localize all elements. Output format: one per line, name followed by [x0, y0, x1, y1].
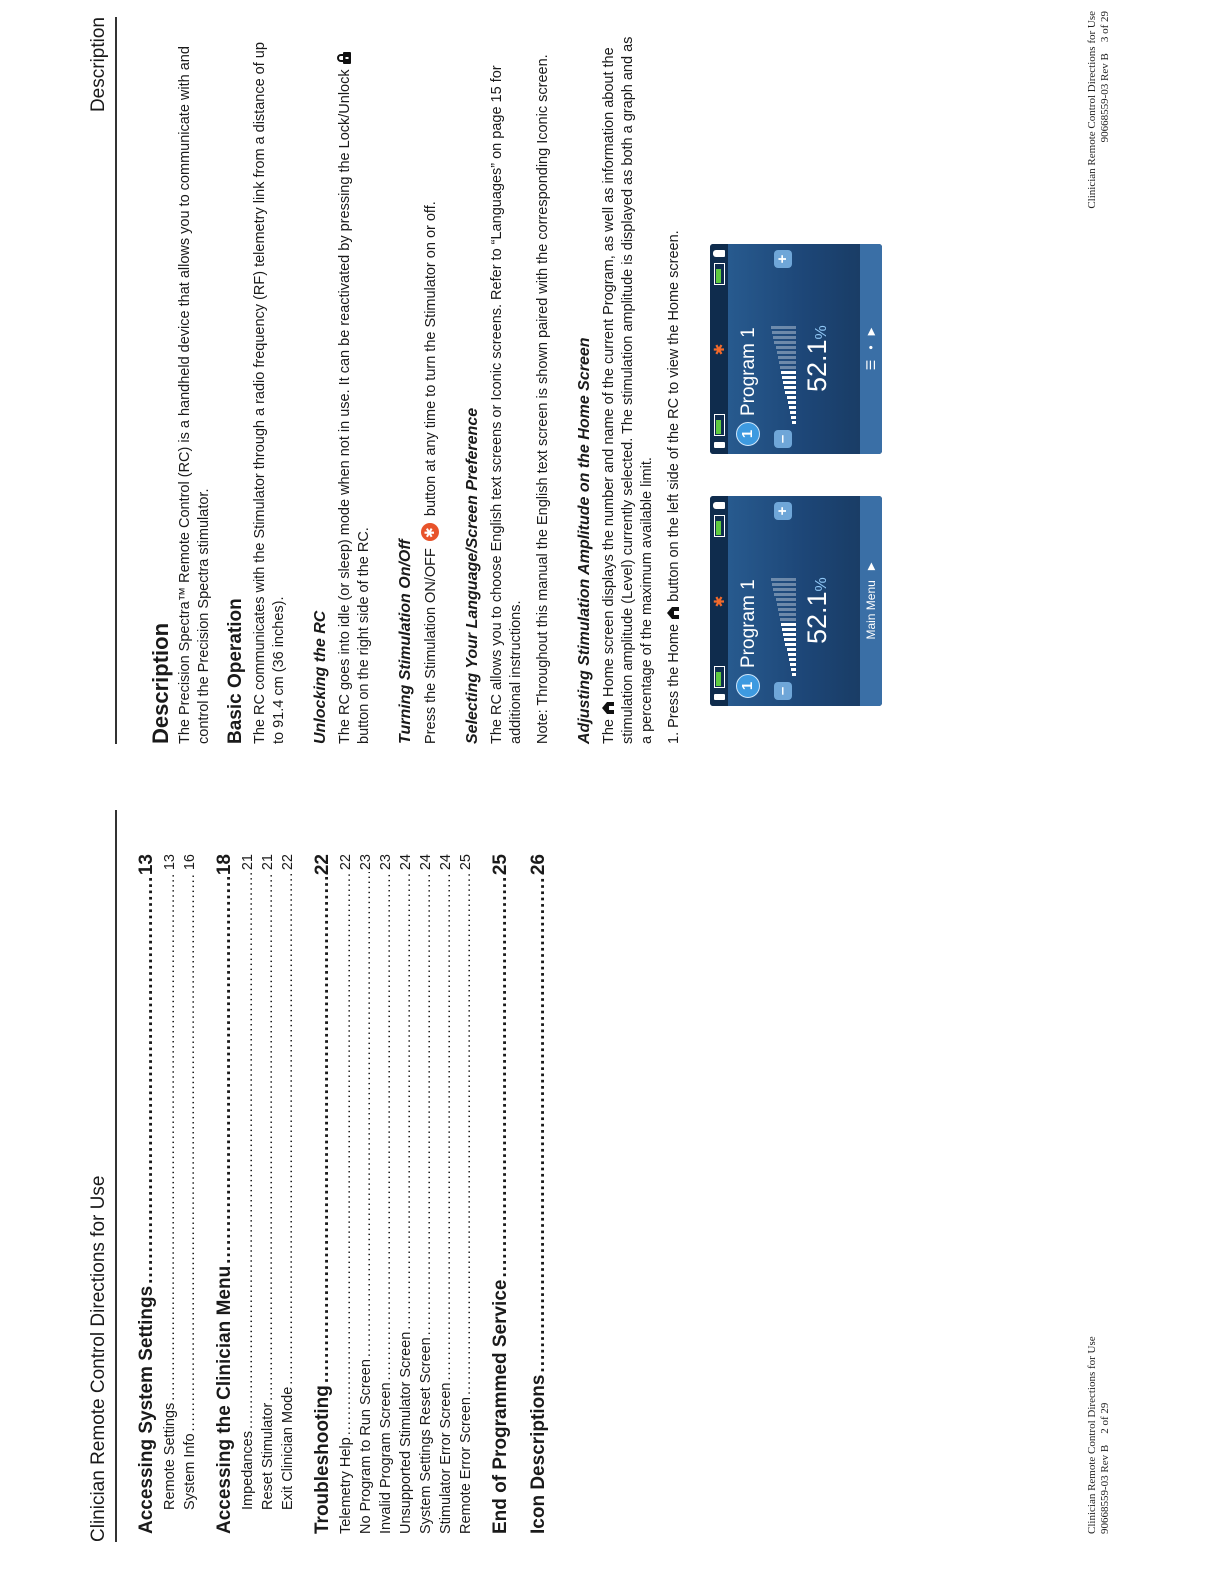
toc-entry-title: Accessing the Clinician Menu [214, 1265, 235, 1534]
program-name: Program 1 [737, 579, 759, 668]
amplitude-bar [778, 608, 796, 611]
toc-entry-title: Reset Stimulator [260, 1402, 276, 1510]
paragraph-stimulation [421, 28, 441, 744]
toc-page-number: 18 [214, 854, 235, 876]
toc-entry-title: Invalid Program Screen [378, 1382, 394, 1534]
amplitude-bar [782, 628, 796, 631]
bottom-bar [860, 244, 882, 454]
toc-entry-title: Accessing System Settings [136, 1285, 157, 1534]
toc-entry-title: Remote Error Screen [458, 1397, 474, 1534]
toc-entry-title: Stimulator Error Screen [438, 1382, 454, 1534]
percent-value: 52.1 [802, 591, 832, 644]
amplitude-bar [777, 351, 796, 354]
page-dot-icon: • [863, 345, 878, 350]
toc-page-number: 22 [280, 854, 296, 871]
subheading-language: Selecting Your Language/Screen Preference [464, 407, 481, 744]
program-indicator [736, 244, 760, 446]
amplitude-bar [790, 411, 796, 414]
toc-section [526, 854, 552, 1534]
amplitude-bar [780, 618, 796, 621]
increase-button: + [774, 502, 792, 520]
amplitude-graph [770, 274, 796, 424]
home-screen-images [710, 28, 882, 706]
right-arrow-icon: ▶ [865, 327, 877, 336]
toc-entry-title: End of Programmed Service [490, 1279, 511, 1534]
page-footer [1086, 11, 1112, 287]
toc-page-number: 24 [438, 854, 454, 871]
toc-page-number: 23 [378, 854, 394, 871]
toc-page-number: 26 [528, 854, 549, 876]
amplitude-bar [792, 421, 796, 424]
toc-entry-title: Exit Clinician Mode [280, 1386, 296, 1510]
toc-leader-dots [416, 872, 436, 1335]
toc-leader-dots [456, 872, 476, 1395]
amplitude-bar [791, 668, 796, 671]
text-span: Home screen displays the number and name of the current Program, as well as information about the stimulation amplitude (Level) currently selected. The stimulation amplitude is displayed as both a graph and as a percentage of the maximum available limit. [601, 36, 655, 744]
stimulation-icon: ✱ [711, 343, 727, 356]
amplitude-bar [787, 396, 797, 399]
footer-title: Clinician Remote Control Directions for Use [1086, 11, 1098, 209]
toc-entry-title: Telemetry Help [338, 1437, 354, 1534]
toc-page-number: 13 [162, 854, 178, 871]
toc-page-number: 25 [490, 854, 511, 876]
toc-entry-title: Unsupported Stimulator Screen [398, 1331, 414, 1534]
amplitude-bar [777, 603, 796, 606]
toc-sub-entry [180, 854, 200, 1534]
toc-leader-dots [212, 877, 238, 1264]
home-icon [666, 606, 680, 620]
toc-section [310, 854, 476, 1534]
bottom-bar [860, 496, 882, 706]
stimulation-icon: ✱ [711, 595, 727, 608]
paragraph-description: The Precision Spectra™ Remote Control (RC) is a handheld device that allows you to communicate with and control the Precision Spectra stimulator. [177, 46, 212, 744]
toc-sub-entry [336, 854, 356, 1534]
toc-sub-entry [278, 854, 298, 1534]
subheading-adjusting-amplitude: Adjusting Stimulation Amplitude on the Home Screen [576, 337, 593, 744]
paragraph-basic-operation: The RC communicates with the Stimulator through a radio frequency (RF) telemetry link from a distance of up to 91.4 cm (36 inches). [252, 42, 287, 744]
toc-entry-title: Icon Descriptions [528, 1374, 549, 1534]
amplitude-bar [771, 578, 796, 581]
page-content [145, 28, 882, 744]
amplitude-percent [802, 496, 832, 644]
toc-sub-entry [396, 854, 416, 1534]
section-heading-basic-operation: Basic Operation [225, 598, 246, 744]
toc-page-number: 24 [398, 854, 414, 871]
toc-leader-dots [278, 872, 298, 1385]
status-bar [710, 244, 728, 454]
amplitude-level [770, 250, 796, 448]
toc-section [488, 854, 514, 1534]
amplitude-bar [784, 386, 796, 389]
left-page [0, 792, 1224, 1584]
increase-button: + [774, 250, 792, 268]
footer-docnum: 90668559-03 Rev B 3 of 29 [1099, 11, 1111, 143]
page-footer [1086, 1336, 1112, 1534]
decrease-button: – [774, 430, 792, 448]
toc-main-entry [310, 854, 336, 1534]
toc-main-entry [134, 854, 160, 1534]
toc-entry-title: System Settings Reset Screen [418, 1337, 434, 1534]
toc-leader-dots [310, 877, 336, 1383]
toc-page-number: 22 [312, 854, 333, 876]
amplitude-bar [788, 401, 796, 404]
amplitude-bar [779, 361, 796, 364]
program-indicator [736, 496, 760, 698]
text-span: Press the Stimulation ON/OFF [423, 548, 439, 744]
toc-sub-entry [376, 854, 396, 1534]
remote-icon [714, 694, 725, 700]
amplitude-bar [792, 673, 796, 676]
amplitude-bar [783, 633, 796, 636]
toc-leader-dots [160, 872, 180, 1401]
toc-leader-dots [396, 872, 416, 1330]
amplitude-bar [773, 588, 796, 591]
toc-leader-dots [134, 877, 160, 1284]
step-1 [665, 28, 684, 744]
toc-leader-dots [238, 872, 258, 1429]
text-span: button on the right side of the RC. [356, 527, 372, 744]
program-number: 1 [736, 422, 760, 446]
running-header: Clinician Remote Control Directions for Use [88, 810, 117, 1542]
toc-sub-entry [416, 854, 436, 1534]
amplitude-bar [782, 376, 796, 379]
toc-page-number: 22 [338, 854, 354, 871]
subheading-unlocking: Unlocking the RC [312, 610, 329, 744]
stimulator-icon [713, 502, 725, 509]
amplitude-bar [785, 643, 796, 646]
amplitude-bar [779, 613, 796, 616]
text-span: button on the left side of the RC to view the Home screen. [666, 230, 682, 602]
toc-sub-entry [238, 854, 258, 1534]
toc-page-number: 21 [260, 854, 276, 871]
toc-entry-title: No Program to Run Screen [358, 1359, 374, 1534]
toc-main-entry [212, 854, 238, 1534]
toc-leader-dots [336, 872, 356, 1435]
amplitude-bar [774, 341, 796, 344]
amplitude-level [770, 502, 796, 700]
percent-value: 52.1 [802, 339, 832, 392]
text-span: The [601, 719, 617, 744]
amplitude-bar [773, 336, 796, 339]
amplitude-bar [781, 371, 796, 374]
home-screen-text-version [710, 496, 882, 706]
toc-page-number: 21 [240, 854, 256, 871]
toc-sub-entry [258, 854, 278, 1534]
toc-leader-dots [376, 872, 396, 1380]
toc-sub-entry [356, 854, 376, 1534]
status-bar [710, 496, 728, 706]
amplitude-bar [785, 391, 796, 394]
remote-battery-icon [714, 414, 725, 436]
footer-title: Clinician Remote Control Directions for Use [1086, 1336, 1098, 1534]
paragraph-amplitude [600, 28, 657, 744]
toc-entry-title: Impedances [240, 1431, 256, 1510]
toc-section [212, 854, 298, 1534]
percent-sign: % [813, 325, 830, 340]
amplitude-bar [772, 583, 796, 586]
program-name: Program 1 [737, 327, 759, 416]
right-arrow-icon: ▶ [865, 562, 877, 571]
stimulation-on-off-icon [421, 523, 439, 541]
text-span: button at any time to turn the Stimulator on or off. [423, 201, 439, 517]
toc-main-entry [488, 854, 514, 1534]
remote-icon [714, 442, 725, 448]
amplitude-bar [772, 331, 796, 334]
amplitude-bar [776, 346, 797, 349]
amplitude-bar [790, 663, 796, 666]
running-header: Description [88, 17, 117, 744]
amplitude-graph [770, 526, 796, 676]
menu-list-icon: ☰ [863, 359, 878, 371]
amplitude-bar [781, 623, 796, 626]
toc-page-number: 24 [418, 854, 434, 871]
toc-leader-dots [526, 877, 552, 1372]
amplitude-bar [774, 593, 796, 596]
toc-sub-entry [456, 854, 476, 1534]
decrease-button: – [774, 682, 792, 700]
program-number: 1 [736, 674, 760, 698]
amplitude-bar [789, 406, 796, 409]
remote-battery-icon [714, 666, 725, 688]
home-screen-iconic-version [710, 244, 882, 454]
stimulator-battery-icon [714, 515, 725, 537]
amplitude-bar [789, 658, 796, 661]
stimulator-icon [713, 250, 725, 257]
toc-leader-dots [436, 872, 456, 1380]
text-span: 1. Press the Home [666, 623, 682, 744]
paragraph-language: The RC allows you to choose English text screens or Iconic screens. Refer to “Languages” on page 15 for additional instructions. [489, 65, 524, 744]
paragraph-unlocking [336, 28, 374, 744]
subheading-turning-stimulation: Turning Stimulation On/Off [397, 539, 414, 744]
amplitude-percent [802, 244, 832, 392]
amplitude-bar [776, 598, 797, 601]
amplitude-bar [788, 653, 796, 656]
toc-leader-dots [488, 877, 514, 1277]
text-span: The RC goes into idle (or sleep) mode when not in use. It can be reactivated by pressing the Lock/Unlock [337, 69, 353, 744]
amplitude-bar [784, 638, 796, 641]
toc-page-number: 13 [136, 854, 157, 876]
percent-sign: % [813, 577, 830, 592]
toc-leader-dots [180, 872, 200, 1431]
table-of-contents [134, 854, 564, 1534]
lock-icon [337, 51, 351, 65]
amplitude-bar [783, 381, 796, 384]
toc-leader-dots [356, 872, 376, 1357]
toc-page-number: 16 [182, 854, 198, 871]
footer-docnum: 90668559-03 Rev B 2 of 29 [1099, 1402, 1111, 1534]
amplitude-bar [791, 416, 796, 419]
toc-entry-title: Troubleshooting [312, 1385, 333, 1534]
amplitude-bar [778, 356, 796, 359]
toc-main-entry [526, 854, 552, 1534]
toc-sub-entry [160, 854, 180, 1534]
toc-entry-title: Remote Settings [162, 1402, 178, 1510]
amplitude-bar [780, 366, 796, 369]
amplitude-bar [787, 648, 797, 651]
toc-page-number: 25 [458, 854, 474, 871]
main-menu-label: Main Menu [863, 580, 878, 640]
toc-sub-entry [436, 854, 456, 1534]
toc-entry-title: System Info [182, 1433, 198, 1510]
amplitude-bar [771, 326, 796, 329]
toc-section [134, 854, 200, 1534]
toc-leader-dots [258, 872, 278, 1401]
toc-page-number: 23 [358, 854, 374, 871]
home-icon [601, 701, 615, 715]
paragraph-language-note: Note: Throughout this manual the English text screen is shown paired with the corresponding Iconic screen. [535, 54, 551, 744]
stimulator-battery-icon [714, 263, 725, 285]
section-heading-description: Description [148, 622, 173, 744]
